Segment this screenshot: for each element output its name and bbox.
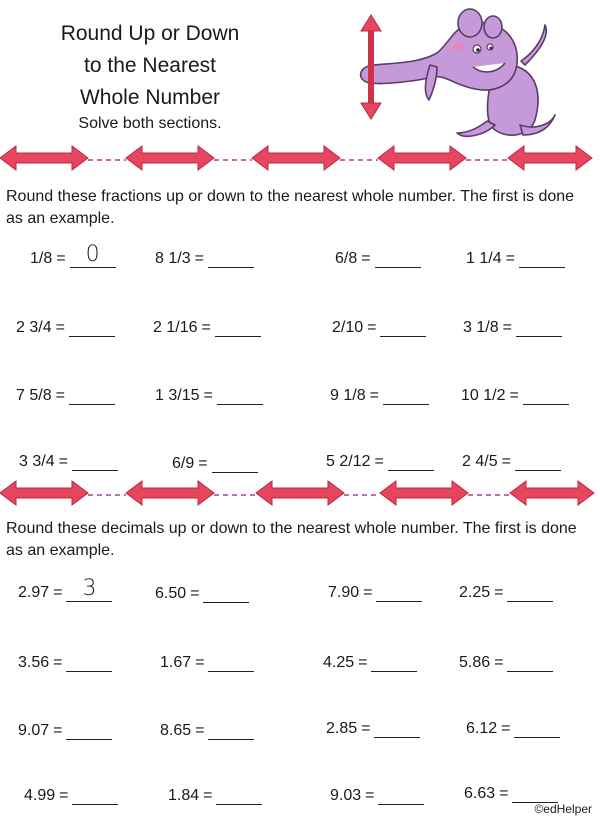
answer-blank[interactable] <box>212 452 258 473</box>
answer-blank[interactable] <box>507 651 553 672</box>
answer-blank[interactable] <box>374 717 420 738</box>
equals-sign: = <box>53 722 63 739</box>
answer-blank[interactable] <box>380 316 426 337</box>
problem-item <box>155 582 249 608</box>
problem-item <box>466 247 565 273</box>
problem-value: 8.65 <box>160 722 192 739</box>
answer-blank[interactable] <box>371 651 417 672</box>
problem-value: 6.12 <box>466 720 498 737</box>
answer-blank[interactable] <box>208 719 254 740</box>
equals-sign: = <box>201 319 211 336</box>
answer-blank[interactable] <box>203 582 249 603</box>
copyright-credit: ©edHelper <box>534 802 592 816</box>
equals-sign: = <box>502 319 512 336</box>
problem-value: 2.85 <box>326 720 358 737</box>
equals-sign: = <box>501 453 511 470</box>
problem-item <box>326 717 420 743</box>
answer-blank[interactable] <box>70 242 116 268</box>
problem-value: 2.25 <box>459 584 491 601</box>
equals-sign: = <box>58 453 68 470</box>
answer-blank[interactable] <box>388 450 434 471</box>
problem-value: 6/8 <box>335 250 358 267</box>
problem-item <box>459 651 553 677</box>
problem-item <box>30 242 116 273</box>
problem-item <box>323 651 417 677</box>
mascot-anteater-illustration <box>345 5 560 150</box>
fractions-instructions: Round these fractions up or down to the nearest whole number. The first is done as an example. <box>6 188 575 227</box>
answer-text: 0 <box>85 242 100 267</box>
problem-item <box>462 450 561 476</box>
answer-blank[interactable] <box>215 316 261 337</box>
equals-sign: = <box>505 250 515 267</box>
problem-value: 1 1/4 <box>466 250 502 267</box>
problem-value: 6.50 <box>155 585 187 602</box>
arrow-divider-top <box>0 140 600 176</box>
problem-value: 9.07 <box>18 722 50 739</box>
worksheet-subtitle: Solve both sections. <box>78 115 222 132</box>
problem-item <box>153 316 261 342</box>
problem-value: 1.67 <box>160 654 192 671</box>
answer-text: 3 <box>82 576 97 601</box>
problem-item <box>16 384 115 410</box>
answer-blank[interactable] <box>66 719 112 740</box>
problem-value: 7 5/8 <box>16 387 52 404</box>
answer-blank[interactable] <box>378 784 424 805</box>
problem-item <box>326 450 434 476</box>
answer-blank[interactable] <box>69 384 115 405</box>
problem-item <box>461 384 569 410</box>
problem-value: 2 3/4 <box>16 319 52 336</box>
problem-item <box>330 784 424 810</box>
problem-value: 1 3/15 <box>155 387 200 404</box>
problem-item <box>160 651 254 677</box>
answer-blank[interactable] <box>507 581 553 602</box>
problem-item <box>155 384 263 410</box>
equals-sign: = <box>494 654 504 671</box>
problem-value: 5.86 <box>459 654 491 671</box>
decimals-instructions: Round these decimals up or down to the nearest whole number. The first is done as an example. <box>6 520 577 559</box>
problem-value: 2 1/16 <box>153 319 198 336</box>
problem-value: 3 1/8 <box>463 319 499 336</box>
answer-blank[interactable] <box>519 247 565 268</box>
equals-sign: = <box>499 785 509 802</box>
equals-sign: = <box>367 319 377 336</box>
answer-blank[interactable] <box>208 651 254 672</box>
equals-sign: = <box>190 585 200 602</box>
equals-sign: = <box>369 387 379 404</box>
equals-sign: = <box>59 787 69 804</box>
equals-sign: = <box>374 453 384 470</box>
problem-value: 8 1/3 <box>155 250 191 267</box>
answer-blank[interactable] <box>217 384 263 405</box>
equals-sign: = <box>195 722 205 739</box>
problem-value: 2 4/5 <box>462 453 498 470</box>
equals-sign: = <box>509 387 519 404</box>
answer-blank[interactable] <box>72 450 118 471</box>
problem-value: 2.97 <box>18 584 50 601</box>
equals-sign: = <box>56 250 66 267</box>
equals-sign: = <box>363 584 373 601</box>
problem-item <box>328 581 422 607</box>
problem-value: 9.03 <box>330 787 362 804</box>
answer-blank[interactable] <box>66 651 112 672</box>
answer-blank[interactable] <box>72 784 118 805</box>
answer-blank[interactable] <box>376 581 422 602</box>
equals-sign: = <box>55 319 65 336</box>
answer-blank[interactable] <box>516 316 562 337</box>
problem-item <box>18 651 112 677</box>
equals-sign: = <box>53 584 63 601</box>
equals-sign: = <box>53 654 63 671</box>
arrow-divider-middle <box>0 475 600 511</box>
equals-sign: = <box>501 720 511 737</box>
title-line-3: Whole Number <box>79 86 221 109</box>
answer-blank[interactable] <box>216 784 262 805</box>
equals-sign: = <box>203 387 213 404</box>
equals-sign: = <box>361 720 371 737</box>
problem-value: 3.56 <box>18 654 50 671</box>
answer-blank[interactable] <box>69 316 115 337</box>
problem-value: 10 1/2 <box>461 387 506 404</box>
problem-item <box>19 450 118 476</box>
problem-item <box>466 717 560 743</box>
problem-value: 5 2/12 <box>326 453 371 470</box>
title-line-2: to the Nearest <box>84 54 216 77</box>
equals-sign: = <box>365 787 375 804</box>
answer-blank[interactable] <box>515 450 561 471</box>
equals-sign: = <box>194 250 204 267</box>
problem-item <box>155 247 254 273</box>
problem-value: 4.25 <box>323 654 355 671</box>
title-line-1: Round Up or Down <box>60 22 240 45</box>
problem-item <box>160 719 254 745</box>
worksheet-title <box>30 18 270 133</box>
problem-value: 9 1/8 <box>330 387 366 404</box>
equals-sign: = <box>55 387 65 404</box>
equals-sign: = <box>203 787 213 804</box>
problem-item <box>18 719 112 745</box>
problem-value: 4.99 <box>24 787 56 804</box>
answer-blank[interactable] <box>383 384 429 405</box>
problem-value: 1.84 <box>168 787 200 804</box>
problem-item <box>459 581 553 607</box>
answer-blank[interactable] <box>375 247 421 268</box>
problem-item <box>335 247 421 273</box>
answer-blank[interactable] <box>514 717 560 738</box>
problem-item <box>463 316 562 342</box>
answer-blank[interactable] <box>512 782 558 803</box>
equals-sign: = <box>198 455 208 472</box>
problem-item <box>16 316 115 342</box>
equals-sign: = <box>195 654 205 671</box>
problem-item <box>332 316 426 342</box>
equals-sign: = <box>358 654 368 671</box>
problem-item <box>168 784 262 810</box>
problem-item <box>24 784 118 810</box>
answer-blank[interactable] <box>208 247 254 268</box>
problem-value: 2/10 <box>332 319 364 336</box>
equals-sign: = <box>361 250 371 267</box>
problem-value: 6/9 <box>172 455 195 472</box>
problem-item <box>18 576 112 607</box>
problem-value: 3 3/4 <box>19 453 55 470</box>
problem-value: 7.90 <box>328 584 360 601</box>
equals-sign: = <box>494 584 504 601</box>
problem-item <box>330 384 429 410</box>
problem-value: 1/8 <box>30 250 53 267</box>
answer-blank[interactable] <box>66 576 112 602</box>
answer-blank[interactable] <box>523 384 569 405</box>
problem-value: 6.63 <box>464 785 496 802</box>
